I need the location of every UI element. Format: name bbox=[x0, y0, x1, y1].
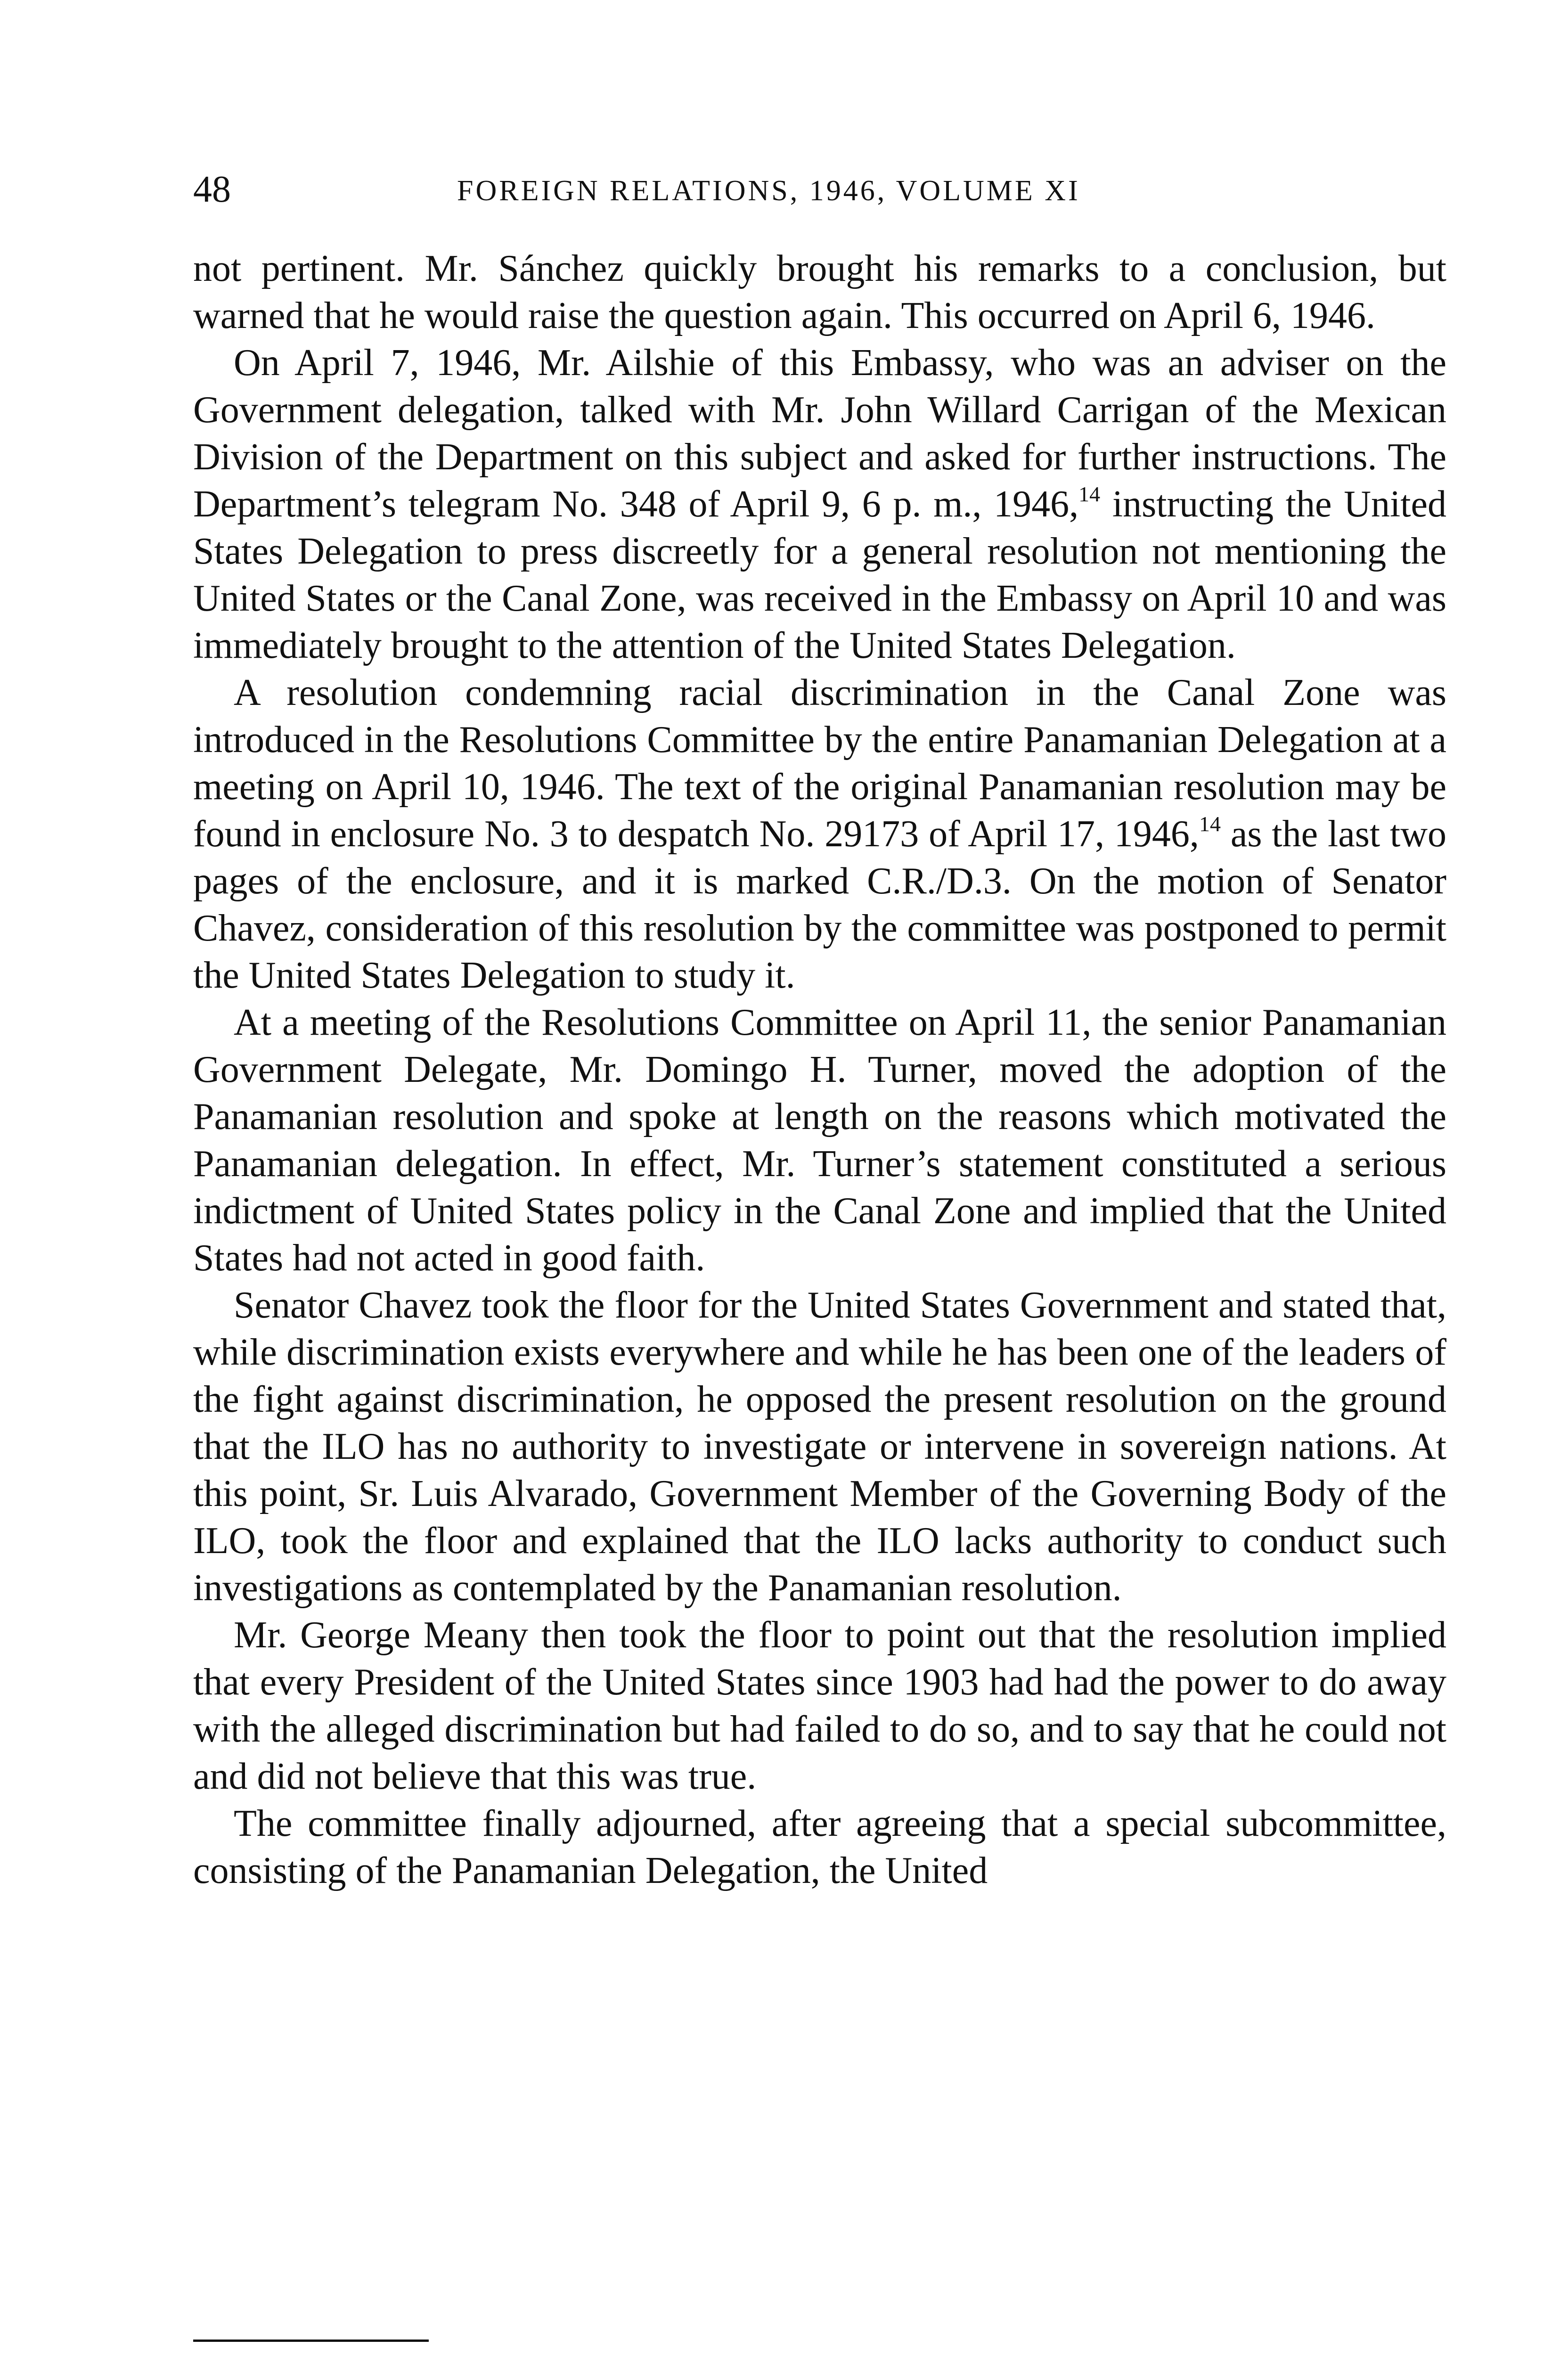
running-head bbox=[193, 166, 1446, 213]
paragraph-5: Senator Chavez took the floor for the United States Government and stated that, while discrimination exists everywhere and while he has been one of the leaders of the fight against discrimination, he opposed the present resolution on the ground that the ILO has no authority to investigate or intervene in sovereign nations. At this point, Sr. Luis Alvarado, Government Member of the Governing Body of the ILO, took the floor and explained that the ILO lacks authority to conduct such investigations as contemplated by the Panamanian resolution. bbox=[193, 1284, 1446, 1609]
paragraph-2-text-b: instructing the United States Delegation to press discreetly for a general resolution not mentioning the United States or the Canal Zone, was received in the Embassy on April 10 and was immediately brought to the attention of the United States Delegation. bbox=[193, 483, 1447, 666]
footnote-divider bbox=[193, 2340, 429, 2342]
footnote-reference: 14 bbox=[1199, 812, 1221, 836]
paragraph-3 bbox=[193, 669, 1446, 999]
paragraph-2 bbox=[193, 339, 1446, 669]
paragraph-3-text-b: as the last two pages of the enclosure, and it is marked C.R./D.3. On the motion of Senator Chavez, consideration of this resolution by the committee was postponed to permit the United States Delegation to study it. bbox=[193, 813, 1447, 996]
paragraph-7: The committee finally adjourned, after agreeing that a special subcommittee, consisting of the Panamanian Delegation, the United bbox=[193, 1803, 1446, 1891]
paragraph-3-text-a: A resolution condemning racial discrimination in the Canal Zone was introduced in the Resolutions Committee by the entire Panamanian Delegation at a meeting on April 10, 1946. The text of the original Panamanian resolution may be found in enclosure No. 3 to despatch No. 29173 of April 17, 1946, bbox=[193, 672, 1446, 855]
footnote-reference: 14 bbox=[1078, 482, 1101, 506]
paragraph-2-text-a: On April 7, 1946, Mr. Ailshie of this Embassy, who was an adviser on the Government delegation, talked with Mr. John Willard Carrigan of the Mexican Division of the Department on this subject and asked for further instructions. The Department’s telegram No. 348 of April 9, 6 p. m., 1946, bbox=[193, 342, 1446, 525]
paragraph-1: not pertinent. Mr. Sánchez quickly brought his remarks to a conclusion, but warned that he would raise the question again. This occurred on April 6, 1946. bbox=[193, 248, 1446, 336]
page-number: 48 bbox=[193, 169, 231, 210]
body-text bbox=[193, 245, 1446, 1894]
paragraph-6: Mr. George Meany then took the floor to point out that the resolution implied that every President of the United States since 1903 had had the power to do away with the alleged discrimination but had failed to do so, and to say that he could not and did not believe that this was true. bbox=[193, 1614, 1446, 1797]
running-title: FOREIGN RELATIONS, 1946, VOLUME XI bbox=[457, 175, 1080, 207]
paragraph-4: At a meeting of the Resolutions Committee on April 11, the senior Panamanian Government Delegate, Mr. Domingo H. Turner, moved the adoption of the Panamanian resolution and spoke at length on the reasons which motivated the Panamanian delegation. In effect, Mr. Turner’s statement constituted a serious indictment of United States policy in the Canal Zone and implied that the United States had not acted in good faith. bbox=[193, 1002, 1446, 1279]
